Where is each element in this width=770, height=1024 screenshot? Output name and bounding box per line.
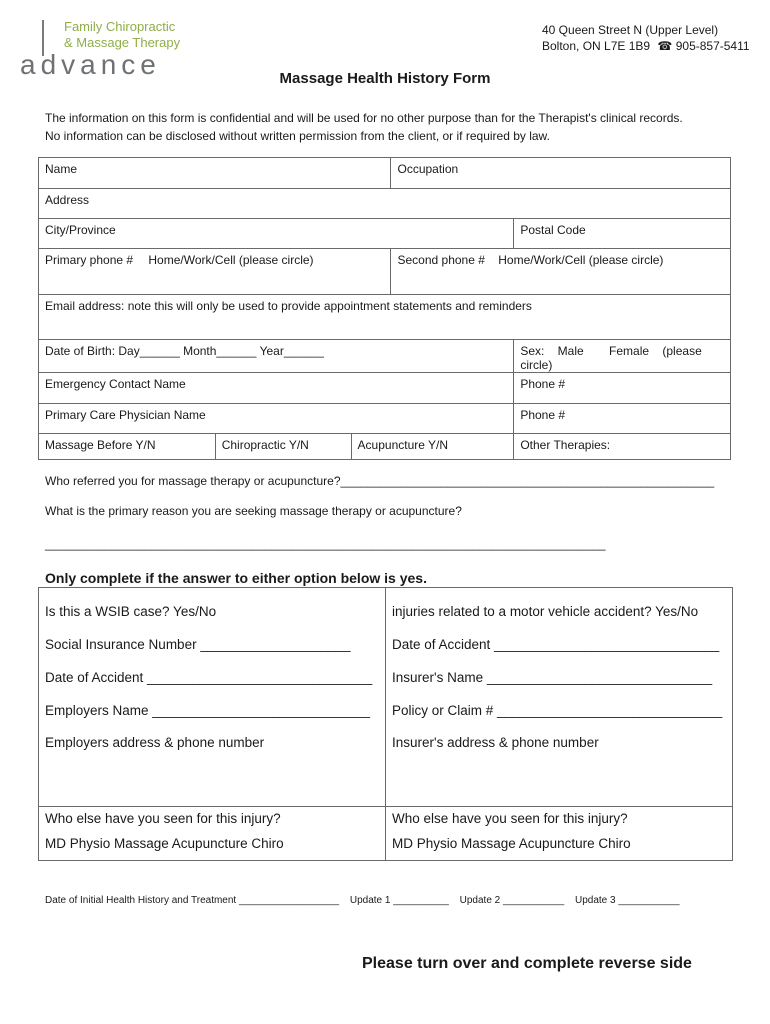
dob-label: Date of Birth: Day______ Month______ Year______ (45, 344, 324, 358)
emergency-phone-field[interactable] (514, 373, 731, 404)
insurer-address-field[interactable]: Insurer's address & phone number (392, 735, 599, 750)
sex-field[interactable] (514, 340, 731, 373)
update-2-field[interactable]: Update 2 ___________ (459, 895, 565, 906)
update-history-line (45, 895, 688, 906)
city-label: City/Province (45, 223, 116, 237)
mva-question[interactable]: injuries related to a motor vehicle accident? Yes/No (392, 604, 699, 619)
name-field[interactable] (39, 158, 391, 189)
wsib-question[interactable]: Is this a WSIB case? Yes/No (45, 604, 217, 619)
employer-name-field[interactable]: Employers Name _____________________________ (45, 703, 371, 718)
intro-line-2: No information can be disclosed without written permission from the client, or if required by law. (45, 129, 550, 143)
acupuncture-field[interactable] (351, 434, 514, 460)
clinic-city: Bolton, ON L7E 1B9 (542, 39, 651, 53)
logo-line-2: & Massage Therapy (64, 35, 181, 50)
physician-phone-field[interactable] (514, 404, 731, 434)
second-phone-type: Home/Work/Cell (please circle) (498, 253, 664, 267)
physician-phone-label: Phone # (520, 408, 566, 422)
sex-option-female[interactable]: Female (609, 344, 650, 358)
postal-label: Postal Code (520, 223, 586, 237)
intro-line-1: The information on this form is confidential and will be used for no other purpose than for the Therapist's clinical records. (45, 111, 683, 125)
primary-phone-label: Primary phone # (45, 253, 134, 267)
referral-question[interactable]: Who referred you for massage therapy or acupuncture?________________________________________________________ (45, 474, 715, 488)
logo-word: advance (20, 49, 161, 80)
left-seen-question: Who else have you seen for this injury? (45, 811, 281, 826)
sex-option-male[interactable]: Male (557, 344, 584, 358)
acupuncture-label: Acupuncture Y/N (357, 438, 449, 452)
sex-label: Sex: (520, 344, 545, 358)
emergency-contact-field[interactable] (39, 373, 514, 404)
update-3-field[interactable]: Update 3 ___________ (574, 895, 680, 906)
address-label: Address (45, 193, 90, 207)
primary-phone-field[interactable] (39, 249, 391, 295)
column-divider (385, 588, 386, 860)
sin-field[interactable]: Social Insurance Number ____________________ (45, 637, 351, 652)
chiropractic-label: Chiropractic Y/N (221, 438, 309, 452)
email-label: Email address: note this will only be used to provide appointment statements and reminders (45, 299, 532, 313)
chiropractic-field[interactable] (215, 434, 351, 460)
policy-claim-field[interactable]: Policy or Claim # ______________________________ (392, 703, 723, 718)
physician-field[interactable] (39, 404, 514, 434)
other-therapies-field[interactable] (514, 434, 731, 460)
name-label: Name (45, 162, 78, 176)
conditional-section-heading: Only complete if the answer to either option below is yes. (45, 570, 427, 586)
clinic-address-line-1: 40 Queen Street N (Upper Level) (542, 23, 719, 37)
phone-icon: ☎ (657, 39, 673, 53)
second-phone-field[interactable] (391, 249, 731, 295)
logo-line-1: Family Chiropractic (64, 19, 176, 34)
update-1-field[interactable]: Update 1 __________ (349, 895, 449, 906)
insurer-name-field[interactable]: Insurer's Name ______________________________ (392, 670, 713, 685)
other-therapies-label: Other Therapies: (520, 438, 611, 452)
postal-field[interactable] (514, 219, 731, 249)
clinic-address-line-2 (542, 39, 750, 53)
right-accident-date-field[interactable]: Date of Accident ______________________________ (392, 637, 720, 652)
reason-question: What is the primary reason you are seeking massage therapy or acupuncture? (45, 504, 462, 518)
turn-over-note: Please turn over and complete reverse side (362, 955, 692, 972)
occupation-field[interactable] (391, 158, 731, 189)
occupation-label: Occupation (397, 162, 459, 176)
row-divider (39, 806, 732, 807)
clinic-phone: 905-857-5411 (675, 39, 750, 53)
reason-answer-line[interactable]: ____________________________________________________________________________________ (45, 537, 606, 551)
second-phone-label: Second phone # (397, 253, 485, 267)
employer-address-field[interactable]: Employers address & phone number (45, 735, 265, 750)
sex-note: (please circle) (520, 344, 702, 372)
city-field[interactable] (39, 219, 514, 249)
initial-history-date-field[interactable]: Date of Initial Health History and Treatment __________________ (45, 895, 340, 906)
left-accident-date-field[interactable]: Date of Accident ______________________________ (45, 670, 373, 685)
physician-label: Primary Care Physician Name (45, 408, 206, 422)
right-providers-options[interactable]: MD Physio Massage Acupuncture Chiro (392, 836, 631, 851)
emergency-contact-label: Emergency Contact Name (45, 377, 186, 391)
massage-before-field[interactable] (39, 434, 216, 460)
client-info-table (38, 157, 731, 460)
right-seen-question: Who else have you seen for this injury? (392, 811, 628, 826)
form-title: Massage Health History Form (279, 70, 491, 87)
primary-phone-type: Home/Work/Cell (please circle) (148, 253, 314, 267)
dob-field[interactable] (39, 340, 514, 373)
left-providers-options[interactable]: MD Physio Massage Acupuncture Chiro (45, 836, 284, 851)
address-field[interactable] (39, 189, 731, 219)
massage-before-label: Massage Before Y/N (45, 438, 156, 452)
email-field[interactable] (39, 295, 731, 340)
emergency-phone-label: Phone # (520, 377, 566, 391)
